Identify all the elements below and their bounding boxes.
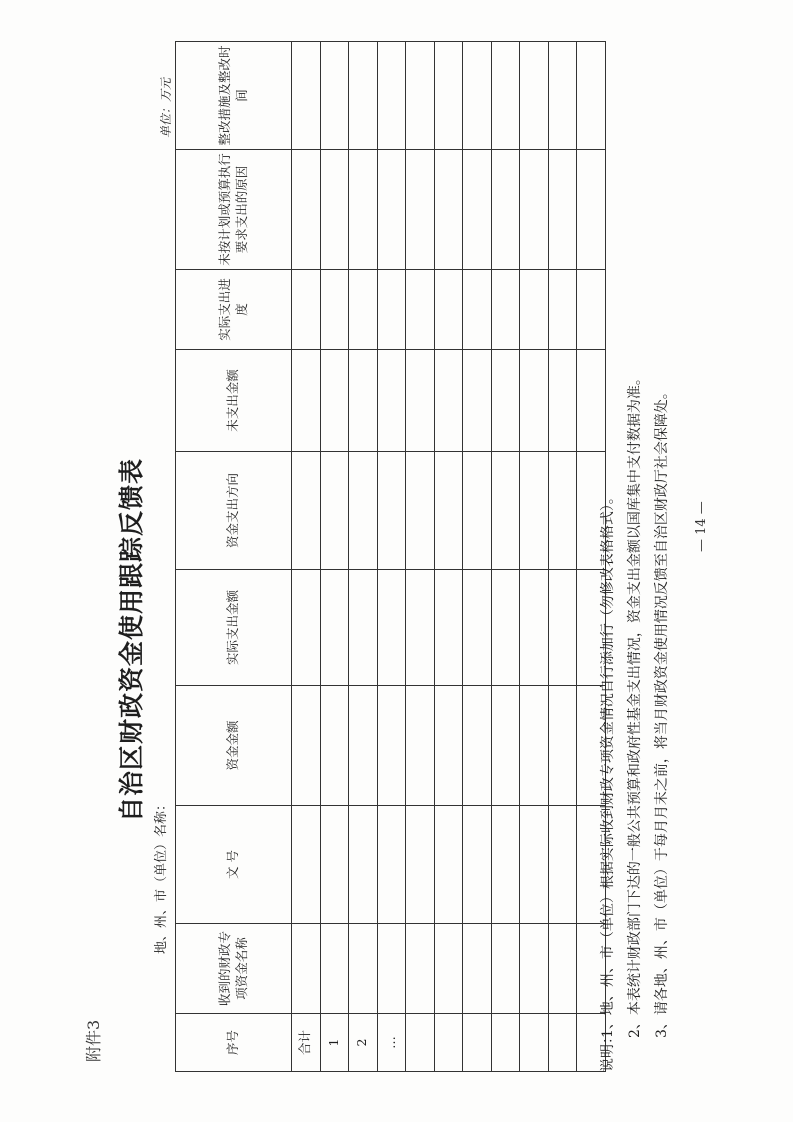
table-cell (406, 686, 435, 806)
form-title: 自治区财政资金使用跟踪反馈表 (117, 457, 146, 822)
feedback-table (175, 41, 606, 1072)
table-cell (463, 270, 492, 350)
table-cell (320, 42, 349, 150)
table-cell (349, 924, 378, 1014)
column-header: 未按计划或预算执行要求支出的原因 (176, 150, 292, 270)
column-header: 序号 (176, 1014, 292, 1072)
table-cell (463, 42, 492, 150)
table-cell (520, 270, 549, 350)
table-cell (463, 686, 492, 806)
table-cell (520, 350, 549, 452)
table-row (463, 42, 492, 1072)
table-cell (292, 570, 321, 686)
table-cell (406, 452, 435, 570)
table-cell (491, 42, 520, 150)
table-cell (292, 686, 321, 806)
table-cell (320, 570, 349, 686)
table-cell (292, 806, 321, 924)
table-cell (292, 150, 321, 270)
table-cell (463, 452, 492, 570)
column-header: 收到的财政专项资金名称 (176, 924, 292, 1014)
table-cell (463, 924, 492, 1014)
header-row (176, 42, 292, 1072)
table-cell (406, 270, 435, 350)
table-row (406, 42, 435, 1072)
notes-label: 说明： (600, 1030, 616, 1072)
table-cell (377, 924, 406, 1014)
table-cell (377, 270, 406, 350)
column-header: 整改措施及整改时间 (176, 42, 292, 150)
table-cell (548, 924, 577, 1014)
table-cell (320, 924, 349, 1014)
table-cell (548, 42, 577, 150)
table-cell (377, 570, 406, 686)
table-cell (349, 686, 378, 806)
row-index-cell (491, 1014, 520, 1072)
table-row (491, 42, 520, 1072)
table-cell (548, 270, 577, 350)
page-number: — 14 — (694, 501, 709, 552)
table-cell (577, 350, 606, 452)
table-cell (434, 350, 463, 452)
table-cell (406, 350, 435, 452)
row-index-cell (434, 1014, 463, 1072)
table-row (434, 42, 463, 1072)
table-cell (548, 806, 577, 924)
table-cell (434, 270, 463, 350)
note-item: 2、本表统计财政部门下达的一般公共预算和政府性基金支出情况，资金支出金额以国库集中支付数据为准。 (627, 371, 643, 1038)
table-cell (548, 350, 577, 452)
table-cell (349, 42, 378, 150)
column-header: 资金支出方向 (176, 452, 292, 570)
table-cell (577, 150, 606, 270)
column-header: 未支出金额 (176, 350, 292, 452)
row-index-cell (463, 1014, 492, 1072)
table-row (377, 42, 406, 1072)
table-cell (320, 270, 349, 350)
table-cell (491, 452, 520, 570)
table-cell (520, 452, 549, 570)
table-cell (320, 452, 349, 570)
table-cell (406, 806, 435, 924)
table-cell (463, 570, 492, 686)
table-cell (520, 150, 549, 270)
column-header: 实际支出进度 (176, 270, 292, 350)
table-cell (349, 806, 378, 924)
attachment-label: 附件3 (84, 1019, 103, 1062)
table-row (292, 42, 321, 1072)
table-cell (377, 42, 406, 150)
unit-label: 单位：万元 (159, 77, 173, 138)
table-cell (434, 150, 463, 270)
table-cell (491, 270, 520, 350)
row-index-cell (548, 1014, 577, 1072)
table-cell (406, 42, 435, 150)
column-header: 资金金额 (176, 686, 292, 806)
table-cell (377, 452, 406, 570)
table-cell (520, 924, 549, 1014)
table-cell (320, 686, 349, 806)
table-cell (548, 570, 577, 686)
table-cell (377, 686, 406, 806)
table-cell (349, 350, 378, 452)
table-cell (463, 350, 492, 452)
row-index-cell: 1 (320, 1014, 349, 1072)
table-cell (434, 42, 463, 150)
note-item: 1、地、州、市（单位）根据实际收到财政专项资金情况自行添加行（勿修改表格格式）。 (600, 490, 616, 1038)
table-row (520, 42, 549, 1072)
table-row (320, 42, 349, 1072)
table-cell (406, 150, 435, 270)
table-cell (577, 270, 606, 350)
table-cell (491, 570, 520, 686)
table-cell (491, 686, 520, 806)
table-cell (349, 452, 378, 570)
column-header: 实际支出金额 (176, 570, 292, 686)
table-cell (292, 270, 321, 350)
table-cell (349, 270, 378, 350)
table-cell (292, 924, 321, 1014)
table-cell (434, 686, 463, 806)
row-index-cell (520, 1014, 549, 1072)
row-index-cell: 2 (349, 1014, 378, 1072)
table-cell (377, 350, 406, 452)
table-cell (320, 150, 349, 270)
table-cell (292, 350, 321, 452)
table-cell (434, 570, 463, 686)
table-cell (520, 42, 549, 150)
table-row (349, 42, 378, 1072)
table-cell (491, 350, 520, 452)
table-cell (520, 570, 549, 686)
table-header (176, 42, 292, 1072)
table-cell (320, 350, 349, 452)
table-cell (520, 686, 549, 806)
row-index-cell: … (377, 1014, 406, 1072)
table-cell (320, 806, 349, 924)
table-row (548, 42, 577, 1072)
column-header: 文 号 (176, 806, 292, 924)
table-cell (377, 806, 406, 924)
table-body (292, 42, 606, 1072)
region-name-label: 地、州、市（单位）名称： (154, 797, 169, 954)
table-cell (434, 806, 463, 924)
table-cell (577, 42, 606, 150)
table-cell (434, 924, 463, 1014)
table-cell (349, 150, 378, 270)
table-cell (548, 686, 577, 806)
table-cell (520, 806, 549, 924)
table-cell (463, 150, 492, 270)
table-cell (349, 570, 378, 686)
table-cell (463, 806, 492, 924)
table-cell (292, 452, 321, 570)
table-cell (548, 452, 577, 570)
note-item: 3、请各地、州、市（单位）于每月月末之前，将当月财政资金使用情况反馈至自治区财政厅社会保障处。 (654, 385, 670, 1038)
table-cell (491, 806, 520, 924)
table-cell (377, 150, 406, 270)
table-cell (548, 150, 577, 270)
table-cell (406, 570, 435, 686)
table-cell (491, 924, 520, 1014)
table-cell (491, 150, 520, 270)
table-cell (434, 452, 463, 570)
table-cell (406, 924, 435, 1014)
row-index-cell: 合计 (292, 1014, 321, 1072)
row-index-cell (406, 1014, 435, 1072)
table-cell (292, 42, 321, 150)
